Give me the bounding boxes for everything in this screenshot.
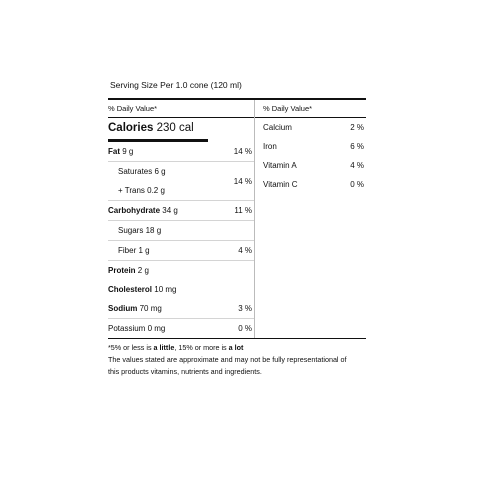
carbohydrate-value: 34 g — [162, 206, 178, 215]
fat-pct: 14 % — [233, 147, 252, 156]
iron-label: Iron — [263, 142, 277, 151]
trans-label: + Trans 0.2 g — [118, 186, 165, 195]
carbohydrate-row — [108, 201, 254, 221]
macronutrients-column — [108, 100, 255, 338]
vitamins-minerals-column — [255, 100, 366, 338]
calories-row — [108, 118, 208, 142]
vitamin-a-pct: 4 % — [350, 161, 364, 170]
vitamin-a-label: Vitamin A — [263, 161, 297, 170]
calcium-pct: 2 % — [350, 123, 364, 132]
sugars-row — [108, 221, 254, 241]
sodium-value: 70 mg — [139, 304, 162, 313]
carbohydrate-label: Carbohydrate — [108, 206, 161, 215]
nutrition-facts-panel — [108, 78, 366, 378]
calcium-label: Calcium — [263, 123, 292, 132]
nutrition-table — [108, 98, 366, 339]
protein-row — [108, 261, 254, 280]
fat-label: Fat — [108, 147, 120, 156]
daily-value-note: *5% or less is a little, 15% or more is a lot — [108, 343, 244, 352]
saturates-label: Saturates 6 g — [118, 167, 166, 176]
calories-value: 230 cal — [156, 122, 194, 134]
vitamin-c-pct: 0 % — [350, 180, 364, 189]
sodium-label: Sodium — [108, 304, 138, 313]
carbohydrate-pct: 11 % — [234, 206, 252, 215]
potassium-row — [108, 319, 254, 338]
fat-row — [108, 142, 254, 162]
fiber-row — [108, 241, 254, 261]
saturates-trans-pct: 14 % — [233, 176, 252, 186]
daily-value-header: % Daily Value* — [108, 100, 254, 118]
iron-row — [263, 137, 366, 156]
fiber-label: Fiber 1 g — [118, 246, 150, 255]
protein-value: 2 g — [137, 266, 149, 275]
cholesterol-label: Cholesterol — [108, 285, 153, 294]
vitamin-c-row — [263, 175, 366, 194]
footnote — [108, 342, 348, 378]
fiber-pct: 4 % — [238, 246, 252, 255]
vitamin-a-row — [263, 156, 366, 175]
sugars-label: Sugars 18 g — [118, 226, 162, 235]
serving-size: Serving Size Per 1.0 cone (120 ml) — [110, 80, 242, 90]
calories-label: Calories — [108, 122, 154, 134]
protein-label: Protein — [108, 266, 136, 275]
cholesterol-value: 10 mg — [154, 285, 177, 294]
potassium-pct: 0 % — [238, 324, 252, 333]
vitamin-c-label: Vitamin C — [263, 180, 298, 189]
fat-value: 9 g — [122, 147, 134, 156]
sodium-pct: 3 % — [238, 304, 252, 313]
cholesterol-row — [108, 280, 254, 299]
iron-pct: 6 % — [350, 142, 364, 151]
saturates-trans-group — [108, 162, 254, 201]
disclaimer-text: The values stated are approximate and may not be fully representational of this products vitamins, nutrients and ingredients. — [108, 355, 347, 376]
potassium-label: Potassium 0 mg — [108, 324, 166, 333]
sodium-row — [108, 299, 254, 319]
daily-value-header-right: % Daily Value* — [255, 100, 366, 118]
calcium-row — [263, 118, 366, 137]
